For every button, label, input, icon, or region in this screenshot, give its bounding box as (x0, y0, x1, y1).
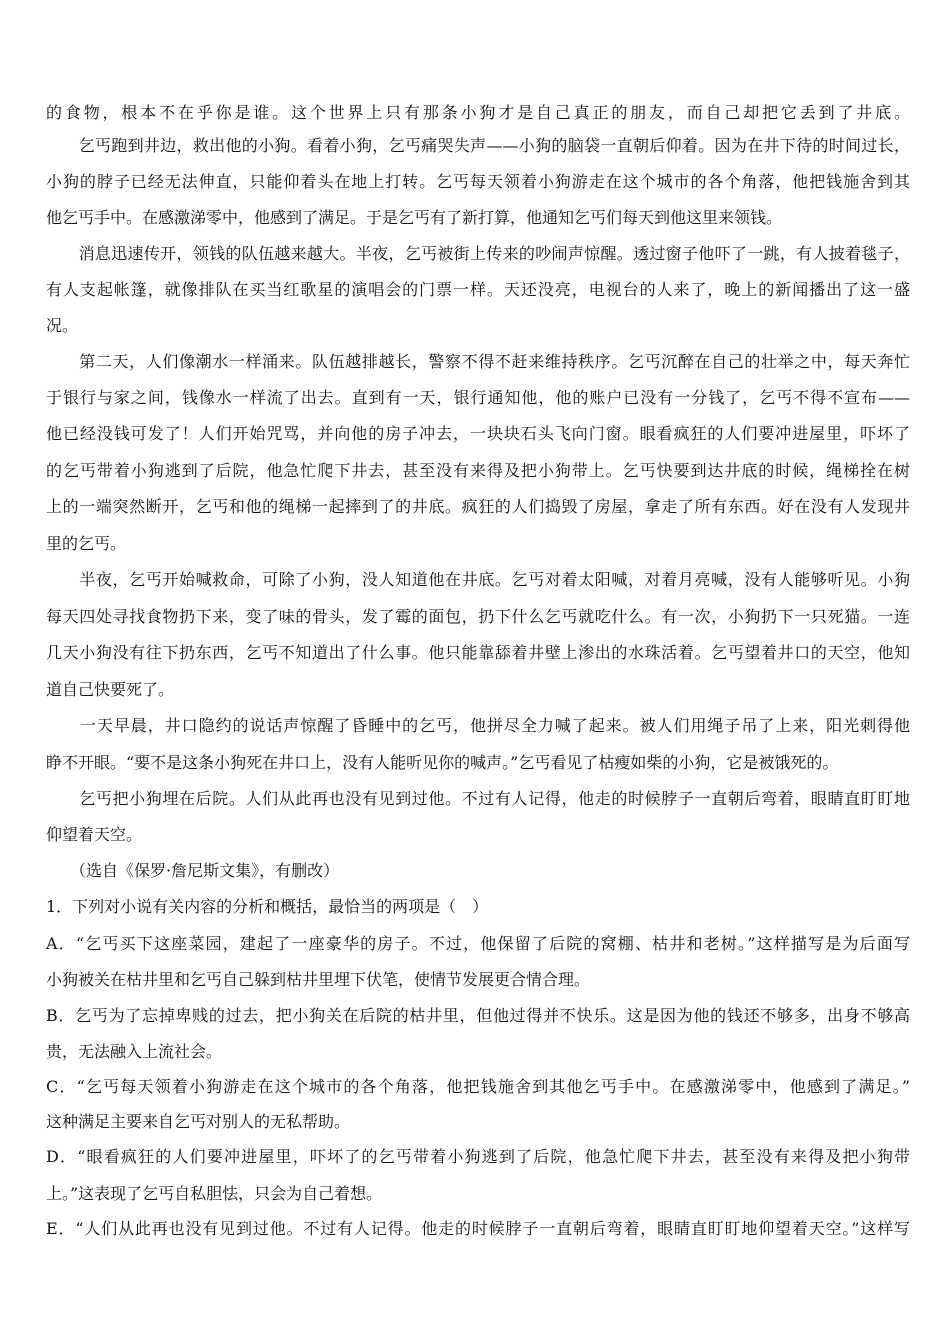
story-line: 每天四处寻找食物扔下来，变了味的骨头，发了霉的面包，扔下什么乞丐就吃什么。有一次，小狗扔下一只死猫。一连 (46, 607, 910, 626)
story-line: 几天小狗没有往下扔东西，乞丐不知道出了什么事。他只能靠舔着井壁上渗出的水珠活着。乞丐望着井口的天空，他知 (46, 643, 910, 662)
story-line: 他乞丐手中。在感激涕零中，他感到了满足。于是乞丐有了新打算，他通知乞丐们每天到他这里来领钱。 (46, 208, 783, 227)
option-e: E．“人们从此再也没有见到过他。不过有人记得。他走的时候脖子一直朝后弯着，眼睛直盯盯地仰望着天空。”这样写 (46, 1219, 910, 1238)
story-line: 的食物，根本不在乎你是谁。这个世界上只有那条小狗才是自己真正的朋友，而自己却把它丢到了井底。 (46, 103, 910, 122)
story-line: 道自己快要死了。 (46, 680, 175, 699)
story-line: 他已经没钱可发了！人们开始咒骂，并向他的房子冲去，一块块石头飞向门窗。眼看疯狂的人们要冲进屋里，吓坏了 (46, 424, 910, 443)
story-line: 乞丐把小狗埋在后院。人们从此再也没有见到过他。不过有人记得，他走的时候脖子一直朝后弯着，眼睛直盯盯地 (46, 789, 910, 808)
question-stem: 1．下列对小说有关内容的分析和概括，最恰当的两项是（ ） (46, 897, 489, 916)
story-line: 仰望着天空。 (46, 825, 143, 844)
option-c-continued: 这种满足主要来自乞丐对别人的无私帮助。 (46, 1112, 351, 1131)
option-b-continued: 贵，无法融入上流社会。 (46, 1042, 223, 1061)
option-d: D．“眼看疯狂的人们要冲进屋里，吓坏了的乞丐带着小狗逃到了后院，他急忙爬下井去，甚至没有来得及把小狗带 (46, 1147, 910, 1166)
story-line: 消息迅速传开，领钱的队伍越来越大。半夜，乞丐被街上传来的吵闹声惊醒。透过窗子他吓了一跳，有人披着毯子， (46, 244, 910, 263)
story-line: 有人支起帐篷，就像排队在买当红歌星的演唱会的门票一样。天还没亮，电视台的人来了，晚上的新闻播出了这一盛 (46, 280, 910, 299)
option-b: B．乞丐为了忘掉卑贱的过去，把小狗关在后院的枯井里，但他过得并不快乐。这是因为他的钱还不够多，出身不够高 (46, 1006, 910, 1025)
source-citation: （选自《保罗·詹尼斯文集》，有删改） (46, 861, 340, 880)
option-d-continued: 上。”这表现了乞丐自私胆怯，只会为自己着想。 (46, 1184, 383, 1203)
option-a-continued: 小狗被关在枯井里和乞丐自己躲到枯井里埋下伏笔，使情节发展更合情合理。 (46, 970, 591, 989)
option-a: A．“乞丐买下这座菜园，建起了一座豪华的房子。不过，他保留了后院的窝棚、枯井和老树。”这样描写是为后面写 (46, 934, 910, 953)
story-line: 里的乞丐。 (46, 534, 127, 553)
option-c: C．“乞丐每天领着小狗游走在这个城市的各个角落，他把钱施舍到其他乞丐手中。在感激涕零中，他感到了满足。” (46, 1077, 910, 1096)
story-line: 乞丐跑到井边，救出他的小狗。看着小狗，乞丐痛哭失声——小狗的脑袋一直朝后仰着。因为在井下待的时间过长， (46, 136, 910, 155)
story-line: 一天早晨，井口隐约的说话声惊醒了昏睡中的乞丐，他拼尽全力喊了起来。被人们用绳子吊了上来，阳光刺得他 (46, 716, 910, 735)
story-line: 于银行与家之间，钱像水一样流了出去。直到有一天，银行通知他，他的账户已没有一分钱了，乞丐不得不宣布—— (46, 388, 910, 407)
story-line: 小狗的脖子已经无法伸直，只能仰着头在地上打转。乞丐每天领着小狗游走在这个城市的各个角落，他把钱施舍到其 (46, 172, 910, 191)
story-line: 半夜，乞丐开始喊救命，可除了小狗，没人知道他在井底。乞丐对着太阳喊，对着月亮喊，没有人能够听见。小狗 (46, 570, 910, 589)
story-line: 况。 (46, 316, 79, 335)
story-line: 第二天，人们像潮水一样涌来。队伍越排越长，警察不得不赶来维持秩序。乞丐沉醉在自己的壮举之中，每天奔忙 (46, 352, 910, 371)
story-line: 的乞丐带着小狗逃到了后院，他急忙爬下井去，甚至没有来得及把小狗带上。乞丐快要到达井底的时候，绳梯拴在树 (46, 461, 910, 480)
story-line: 睁不开眼。“要不是这条小狗死在井口上，没有人能听见你的喊声。”乞丐看见了枯瘦如柴的小狗，它是被饿死的。 (46, 753, 839, 772)
story-line: 上的一端突然断开，乞丐和他的绳梯一起摔到了的井底。疯狂的人们捣毁了房屋，拿走了所有东西。好在没有人发现井 (46, 497, 910, 516)
